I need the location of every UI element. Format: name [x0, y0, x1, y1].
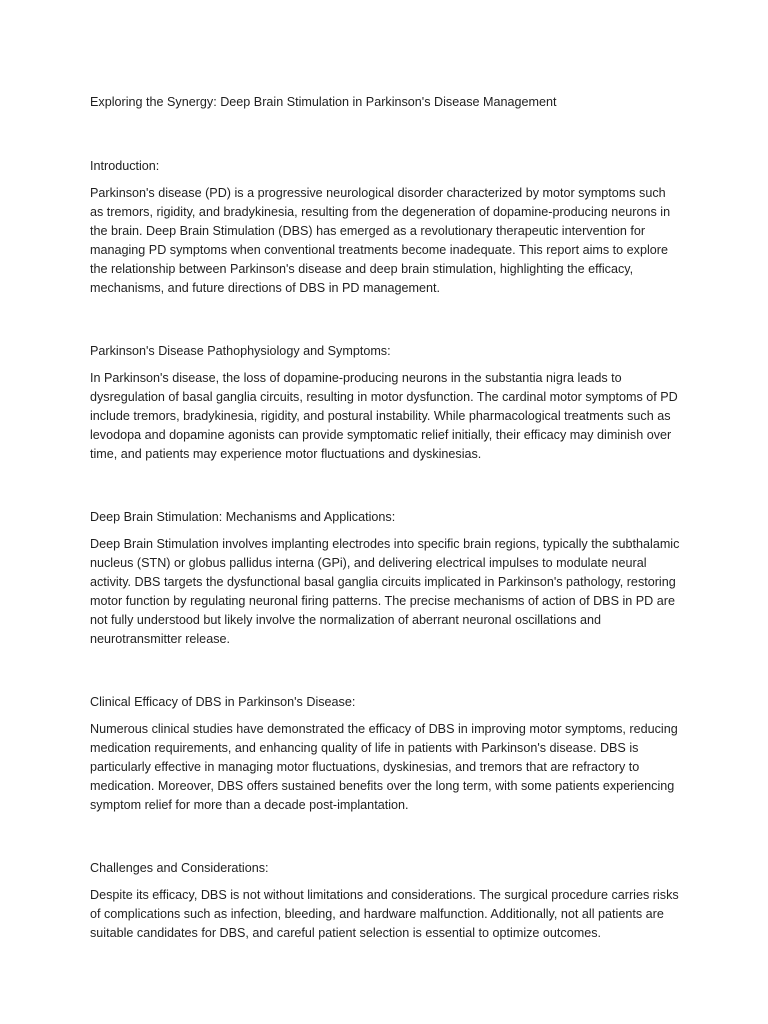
section-paragraph: Numerous clinical studies have demonstrated the efficacy of DBS in improving motor symptoms, reducing medication requirements, and enhancing quality of life in patients with Parkinson's disease. DBS is particularly effective in managing motor fluctuations, dyskinesias, and tremors that are refractory to medication. Moreover, DBS offers sustained benefits over the long term, with some patients experiencing symptom relief for more than a decade post-implantation.	[90, 722, 678, 812]
section-heading: Parkinson's Disease Pathophysiology and Symptoms:	[90, 344, 391, 358]
section-paragraph: Deep Brain Stimulation involves implanting electrodes into specific brain regions, typically the subthalamic nucleus (STN) or globus pallidus interna (GPi), and delivering electrical impulses to modulate neural activity. DBS targets the dysfunctional basal ganglia circuits implicated in Parkinson's pathology, restoring motor function by regulating neuronal firing patterns. The precise mechanisms of action of DBS in PD are not fully understood but likely involve the normalization of aberrant neuronal oscillations and neurotransmitter release.	[90, 537, 680, 646]
section-paragraph: Despite its efficacy, DBS is not without limitations and considerations. The surgical procedure carries risks of complications such as infection, bleeding, and hardware malfunction. Additionally, not all patients are suitable candidates for DBS, and careful patient selection is essential to optimize outcomes.	[90, 888, 679, 940]
document-title: Exploring the Synergy: Deep Brain Stimulation in Parkinson's Disease Management	[90, 95, 557, 109]
section-paragraph: Parkinson's disease (PD) is a progressive neurological disorder characterized by motor symptoms such as tremors, rigidity, and bradykinesia, resulting from the degeneration of dopamine-producing neurons in the brain. Deep Brain Stimulation (DBS) has emerged as a revolutionary therapeutic intervention for managing PD symptoms when conventional treatments become inadequate. This report aims to explore the relationship between Parkinson's disease and deep brain stimulation, highlighting the efficacy, mechanisms, and future directions of DBS in PD management.	[90, 186, 671, 295]
section-clinical-efficacy	[90, 694, 682, 815]
section-paragraph: In Parkinson's disease, the loss of dopamine-producing neurons in the substantia nigra leads to dysregulation of basal ganglia circuits, resulting in motor dysfunction. The cardinal motor symptoms of PD include tremors, bradykinesia, rigidity, and postural instability. While pharmacological treatments such as levodopa and dopamine agonists can provide symptomatic relief initially, their efficacy may diminish over time, and patients may experience motor fluctuations and dyskinesias.	[90, 371, 678, 461]
section-introduction	[90, 158, 682, 298]
section-heading: Challenges and Considerations:	[90, 861, 269, 875]
section-heading: Clinical Efficacy of DBS in Parkinson's Disease:	[90, 695, 356, 709]
section-heading: Deep Brain Stimulation: Mechanisms and Applications:	[90, 510, 396, 524]
section-pathophysiology	[90, 343, 682, 464]
section-heading: Introduction:	[90, 159, 160, 173]
section-dbs-mechanisms	[90, 509, 682, 649]
section-challenges	[90, 860, 682, 943]
